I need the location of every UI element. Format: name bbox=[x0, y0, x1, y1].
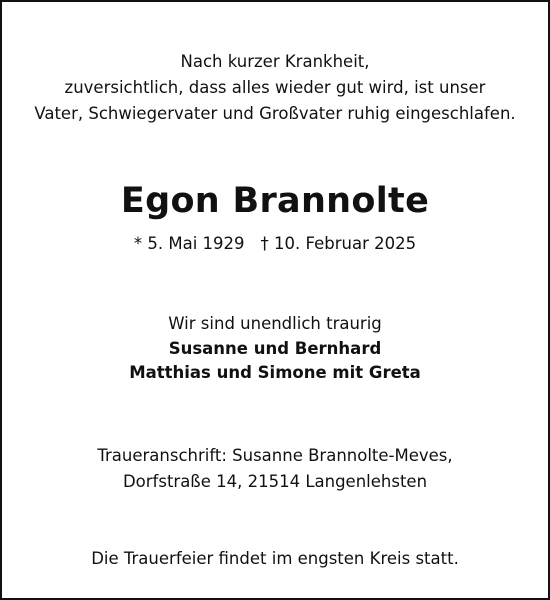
birth-date: * 5. Mai 1929 bbox=[133, 234, 245, 253]
closing-note: Die Trauerfeier findet im engsten Kreis statt. bbox=[91, 549, 459, 568]
mourners-names-1: Susanne und Bernhard bbox=[168, 339, 382, 358]
life-dates bbox=[2, 231, 548, 257]
intro-line-2: zuversichtlich, dass alles wieder gut wird, ist unser bbox=[64, 78, 486, 97]
address-line-1: Traueranschrift: Susanne Brannolte-Meves, bbox=[97, 446, 453, 465]
deceased-name: Egon Brannolte bbox=[120, 181, 430, 221]
intro-line-3: Vater, Schwiegervater und Großvater ruhig eingeschlafen. bbox=[34, 104, 516, 123]
mourners-names-2: Matthias und Simone mit Greta bbox=[129, 363, 421, 382]
death-date: † 10. Februar 2025 bbox=[260, 234, 417, 253]
intro-line-1: Nach kurzer Krankheit, bbox=[180, 52, 370, 71]
address-line-2: Dorfstraße 14, 21514 Langenlehsten bbox=[122, 472, 428, 491]
mourners-intro: Wir sind unendlich traurig bbox=[168, 314, 382, 333]
